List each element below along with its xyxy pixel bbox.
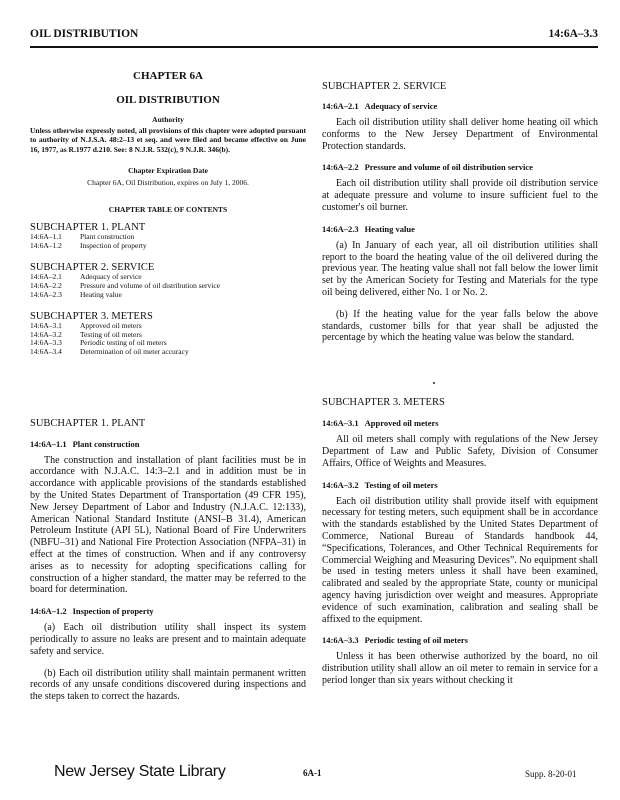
toc-entry-label: Testing of oil meters (80, 329, 142, 339)
chapter-number: CHAPTER 6A (133, 70, 203, 82)
paragraph: The construction and installation of plant facilities must be in accordance with N.J.A.C. 14:3–2.1 and in addition must be in accordance with applicable provisions of the standards established by the United States Department of Transportation (49 CFR 195), New Jersey Department of Labor and Industry (N.J.A.C. 12:133), American National Standard Institute (ANSI–B 31.4), American Petroleum Institute (API 5L), National Board of Fire Underwriters (NBFU–31) and National Fire Protection Association (NFPA–31) in effect at the times of construction. When and if any controversy arises as to necessity for adopting specifications calling for construction of a higher standard, the matter may be referred to the board for determination. (30, 454, 306, 596)
left-column (30, 58, 306, 703)
toc-entry-code: 14:6A–3.2 (30, 329, 62, 339)
section-code: 14:6A–2.3 (322, 223, 359, 234)
section-title: Heating value (364, 223, 415, 234)
toc-entry-label: Adequacy of service (80, 272, 142, 282)
section-heading (322, 635, 598, 646)
toc-entry (30, 331, 306, 340)
section-code: 14:6A–2.1 (322, 101, 359, 111)
toc-subchapter-title: SUBCHAPTER 3. METERS (30, 311, 153, 323)
supplement-date: Supp. 8-20-01 (525, 769, 577, 779)
section-title: Testing of oil meters (364, 479, 438, 490)
toc-entry-code: 14:6A–3.4 (30, 346, 62, 356)
toc-entry (30, 348, 306, 357)
toc-heading: CHAPTER TABLE OF CONTENTS (108, 205, 228, 215)
toc-entry-code: 14:6A–3.1 (30, 321, 62, 331)
stray-mark (433, 382, 435, 384)
section-heading (322, 480, 598, 491)
section-heading (30, 606, 306, 617)
toc-subchapter-title: SUBCHAPTER 1. PLANT (30, 222, 146, 234)
section-heading (322, 162, 598, 173)
section-title: Inspection of property (72, 606, 154, 617)
paragraph: Each oil distribution utility shall deliver home heating oil which conforms to the New Jersey Department of Environmental Protection standards. (322, 117, 598, 152)
toc-entry-code: 14:6A–1.1 (30, 232, 62, 242)
toc-entry-code: 14:6A–1.2 (30, 240, 62, 250)
page-number: 6A-1 (303, 768, 322, 778)
section-heading (322, 101, 598, 112)
section-title: Adequacy of service (364, 101, 438, 111)
paragraph: (b) If the heating value for the year falls below the above standards, customer bills for that year shall be adjusted the percentage by which the heating value was below the standard. (322, 308, 598, 344)
toc-entry-label: Periodic testing of oil meters (80, 338, 167, 348)
toc-entry (30, 233, 306, 242)
header-rule (30, 46, 598, 48)
paragraph: Each oil distribution utility shall provide itself with equipment necessary for testing meters, such equipment shall be in accordance with the standards established by the United States Department of Commerce, National Bureau of Standards handbook 44, “Specifications, Tolerances, and Other Technical Requirements for Commercial Weighing and Measuring Devices”. No equipment shall be used in testing meters unless it shall have been examined, calibrated and sealed by the appropriate State, county or municipal agency having jurisdiction over weight and measures. Appropriate evidence of such examination, calibration and sealing shall be affixed to the equipment. (322, 495, 598, 625)
toc-entry (30, 322, 306, 331)
toc-entry-label: Plant construction (80, 232, 135, 242)
section-heading (30, 439, 306, 450)
subchapter-3-title: SUBCHAPTER 3. METERS (322, 397, 445, 409)
section-code: 14:6A–1.2 (30, 606, 67, 617)
authority-heading: Authority (152, 115, 184, 124)
toc-entry-label: Heating value (80, 289, 122, 299)
paragraph: (a) In January of each year, all oil distribution utilities shall report to the board the heating value of the oil delivered during the previous year. The heating value shall not fall below the lower limit set by the American Society for Testing and Materials for the type oil being delivered, either No. 1 or No. 2. (322, 239, 598, 298)
toc-entry-label: Determination of oil meter accuracy (80, 346, 189, 356)
section-code: 14:6A–1.1 (30, 438, 67, 449)
section-code: 14:6A–3.3 (322, 635, 359, 646)
header-title: OIL DISTRIBUTION (30, 28, 139, 40)
toc-entry-code: 14:6A–2.1 (30, 272, 62, 282)
header-section: 14:6A–3.3 (548, 28, 598, 40)
toc-entry (30, 291, 306, 300)
toc-entry-label: Approved oil meters (80, 321, 142, 331)
toc-entry-code: 14:6A–2.3 (30, 289, 62, 299)
running-header (30, 28, 598, 44)
subchapter-1-title: SUBCHAPTER 1. PLANT (30, 417, 146, 429)
section-code: 14:6A–3.2 (322, 479, 359, 490)
paragraph: (b) Each oil distribution utility shall maintain permanent written records of any unsafe conditions discovered during inspections and the steps taken to correct the hazards. (30, 667, 306, 703)
toc-subchapter-title: SUBCHAPTER 2. SERVICE (30, 262, 155, 274)
toc-entry-label: Pressure and volume of oil distribution service (80, 281, 220, 290)
library-watermark: New Jersey State Library (54, 763, 226, 780)
toc-entry-code: 14:6A–3.3 (30, 338, 62, 348)
toc-entry-code: 14:6A–2.2 (30, 281, 62, 290)
section-heading (322, 418, 598, 429)
chapter-title: OIL DISTRIBUTION (116, 94, 220, 106)
paragraph: All oil meters shall comply with regulations of the New Jersey Department of Law and Public Safety, Division of Consumer Affairs, Office of Weights and Measures. (322, 434, 598, 469)
right-column (322, 58, 598, 687)
toc-entry-label: Inspection of property (80, 240, 147, 250)
expiration-text: Chapter 6A, Oil Distribution, expires on July 1, 2006. (87, 178, 249, 188)
section-title: Periodic testing of oil meters (364, 635, 468, 646)
paragraph: (a) Each oil distribution utility shall inspect its system periodically to assure no leaks are present and to maintain adequate safety and service. (30, 622, 306, 657)
subchapter-2-title: SUBCHAPTER 2. SERVICE (322, 81, 447, 92)
section-heading (322, 224, 598, 235)
toc-entry (30, 242, 306, 251)
section-title: Approved oil meters (364, 418, 439, 429)
section-code: 14:6A–3.1 (322, 418, 359, 429)
section-title: Plant construction (72, 438, 140, 449)
paragraph: Unless it has been otherwise authorized by the board, no oil distribution utility shall allow an oil meter to remain in service for a period longer than six years without checking it (322, 651, 598, 686)
table-of-contents (30, 222, 306, 356)
section-title: Pressure and volume of oil distribution service (364, 162, 533, 173)
section-code: 14:6A–2.2 (322, 162, 359, 173)
toc-entry (30, 282, 306, 291)
expiration-heading: Chapter Expiration Date (128, 166, 208, 176)
authority-text: Unless otherwise expressly noted, all provisions of this chapter were adopted pursuant to authority of N.J.S.A. 48:2–13 et seq. and were filed and became effective on June 16, 1977, as R.1977 d.210. See: 8 N.J.R. 532(c), 9 N.J.R. 346(b). (30, 126, 306, 154)
paragraph: Each oil distribution utility shall provide oil distribution service at adequate pressure and volume to insure sufficient fuel to the customer's oil burner. (322, 178, 598, 213)
